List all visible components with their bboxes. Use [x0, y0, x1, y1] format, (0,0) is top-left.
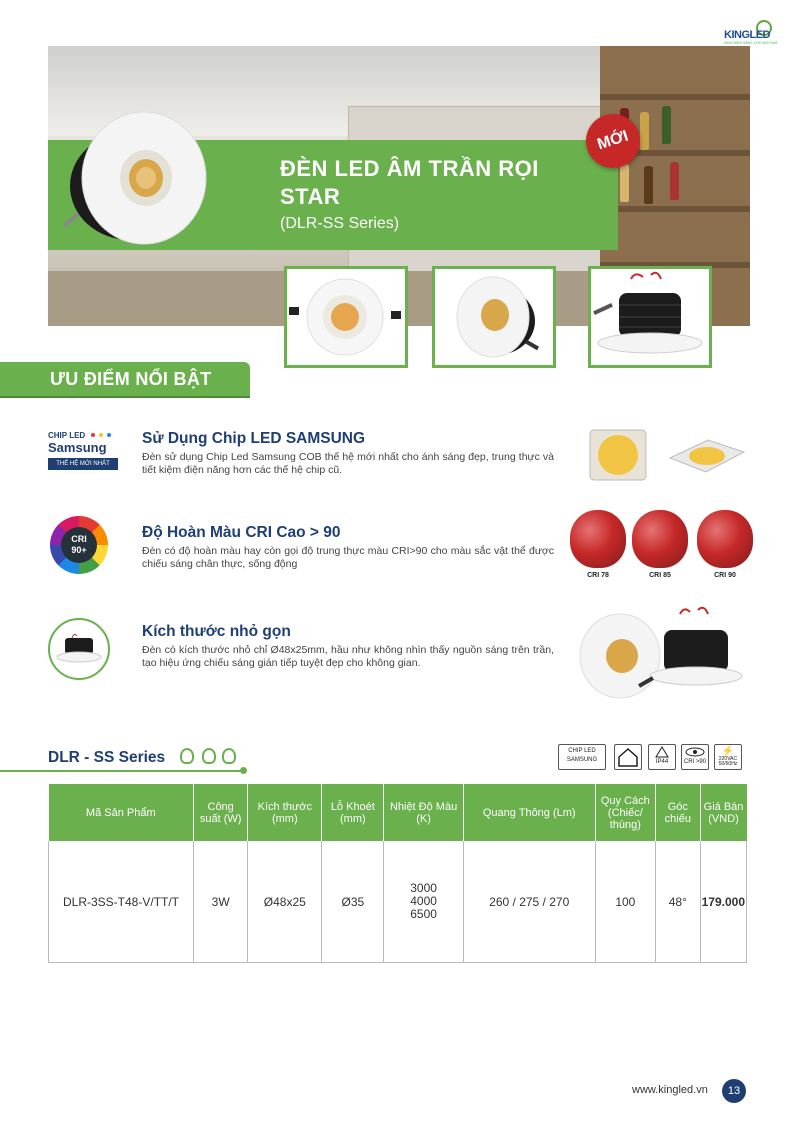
- header-product-code: Mã Sản Phẩm: [49, 784, 194, 841]
- indoor-home-icon: [614, 744, 642, 770]
- chip-led-label: CHIP LED: [48, 431, 86, 440]
- table-row: [49, 841, 747, 963]
- cri-color-wheel-icon: [50, 516, 108, 574]
- newest-generation-label: THẾ HỆ MỚI NHẤT: [48, 458, 118, 470]
- product-series: (DLR-SS Series): [280, 215, 400, 232]
- thumbnail-front: [284, 266, 408, 368]
- feature-desc-samsung: Đèn sử dụng Chip Led Samsung COB thế hệ mới nhất cho ánh sáng đẹp, trung thực và tiết kiệm điện năng hơn các thế hệ chip cũ.: [142, 451, 554, 476]
- series-divider-dot: [240, 767, 247, 774]
- table-header-row: [49, 784, 747, 841]
- product-title: ĐÈN LED ÂM TRẦN RỌI STAR: [280, 156, 539, 209]
- header-price: Giá Bán (VND): [700, 784, 746, 841]
- eco-bulb-icon: [202, 748, 216, 764]
- ip-label: IP44: [655, 759, 669, 765]
- chip-led-samsung-badge: [47, 430, 119, 474]
- feature-desc-size: Đèn có kích thước nhỏ chỉ Ø48x25mm, hầu như không nhìn thấy nguồn sáng trên trần, tạo hiệu ứng chiếu sáng gián tiếp tuyệt đẹp cho không gian.: [142, 644, 554, 669]
- thumbnail-side: [588, 266, 712, 368]
- apple-label: CRI 90: [714, 572, 736, 579]
- section-heading: [0, 362, 250, 396]
- product-side-view-image: [576, 604, 748, 700]
- cell-size: Ø48x25: [248, 841, 322, 963]
- cri-value: 90+: [71, 545, 87, 555]
- feature-title-cri: Độ Hoàn Màu CRI Cao > 90: [142, 524, 341, 541]
- voltage-icon: ⚡ 220VAC 50/60Hz: [714, 744, 742, 770]
- samsung-spec-label: SAMSUNG: [566, 757, 598, 763]
- downlight-main-image: [58, 100, 218, 260]
- feature-desc-cri: Đèn có độ hoàn màu hay còn gọi độ trung thực màu CRI>90 cho màu sắc vật thể được chiếu sáng chân thực, sống động: [142, 545, 554, 570]
- header-packing: Quy Cách (Chiếc/ thùng): [595, 784, 655, 841]
- cri-spec-label: CRI >90: [683, 759, 707, 765]
- temp-value: 3000: [410, 881, 437, 895]
- compact-size-icon: [48, 618, 110, 680]
- logo-tagline: KING ĐIỂN SÁNG CHO MỌI NHÀ: [724, 41, 778, 45]
- cell-power: 3W: [194, 841, 248, 963]
- website-link[interactable]: www.kingled.vn: [632, 1084, 708, 1096]
- new-badge: MỚI: [579, 107, 647, 175]
- chip-led-spec-label: CHIP LED: [568, 748, 596, 754]
- apple-label: CRI 78: [587, 572, 609, 579]
- series-divider: [0, 770, 244, 772]
- series-title: DLR - SS Series: [48, 749, 166, 766]
- header-cutout: Lỗ Khoét (mm): [322, 784, 384, 841]
- temp-value: 4000: [410, 894, 437, 908]
- cell-color-temp: [384, 841, 463, 963]
- voltage-label: 220VAC 50/60Hz: [718, 756, 738, 767]
- eco-bulb-icon: [222, 748, 236, 764]
- divider: [0, 396, 250, 398]
- samsung-label: Samsung: [48, 440, 107, 455]
- section-heading-text: ƯU ĐIỂM NỔI BẬT: [50, 369, 212, 389]
- temp-value: 6500: [410, 907, 437, 921]
- header-color-temp: Nhiệt Độ Màu (K): [384, 784, 463, 841]
- cell-price: 179.000: [700, 841, 746, 963]
- apple-label: CRI 85: [649, 572, 671, 579]
- header-size: Kích thước (mm): [248, 784, 322, 841]
- cell-beam-angle: 48°: [655, 841, 700, 963]
- cell-packing: 100: [595, 841, 655, 963]
- cri-label: CRI: [71, 534, 87, 544]
- header-beam-angle: Góc chiếu: [655, 784, 700, 841]
- kingled-logo: [722, 20, 782, 46]
- page-number: 13: [722, 1079, 746, 1103]
- apple-cri-85: [632, 510, 688, 568]
- logo-name: KINGLED: [724, 29, 770, 41]
- cell-lumen: 260 / 275 / 270: [463, 841, 595, 963]
- chip-samsung-spec-icon: [558, 744, 606, 770]
- header-lumen: Quang Thông (Lm): [463, 784, 595, 841]
- cell-product-code: DLR-3SS-T48-V/TT/T: [49, 841, 194, 963]
- cob-chip-images: [588, 428, 748, 484]
- cri-eye-icon: [681, 744, 709, 770]
- thumbnail-angle: [432, 266, 556, 368]
- eco-bulb-icon: [180, 748, 194, 764]
- apple-cri-78: [570, 510, 626, 568]
- cell-cutout: Ø35: [322, 841, 384, 963]
- ip44-icon: [648, 744, 676, 770]
- apple-cri-90: [697, 510, 753, 568]
- feature-title-samsung: Sử Dụng Chip LED SAMSUNG: [142, 430, 366, 447]
- header-power: Công suất (W): [194, 784, 248, 841]
- feature-title-size: Kích thước nhỏ gọn: [142, 623, 291, 640]
- spec-table: [48, 784, 747, 963]
